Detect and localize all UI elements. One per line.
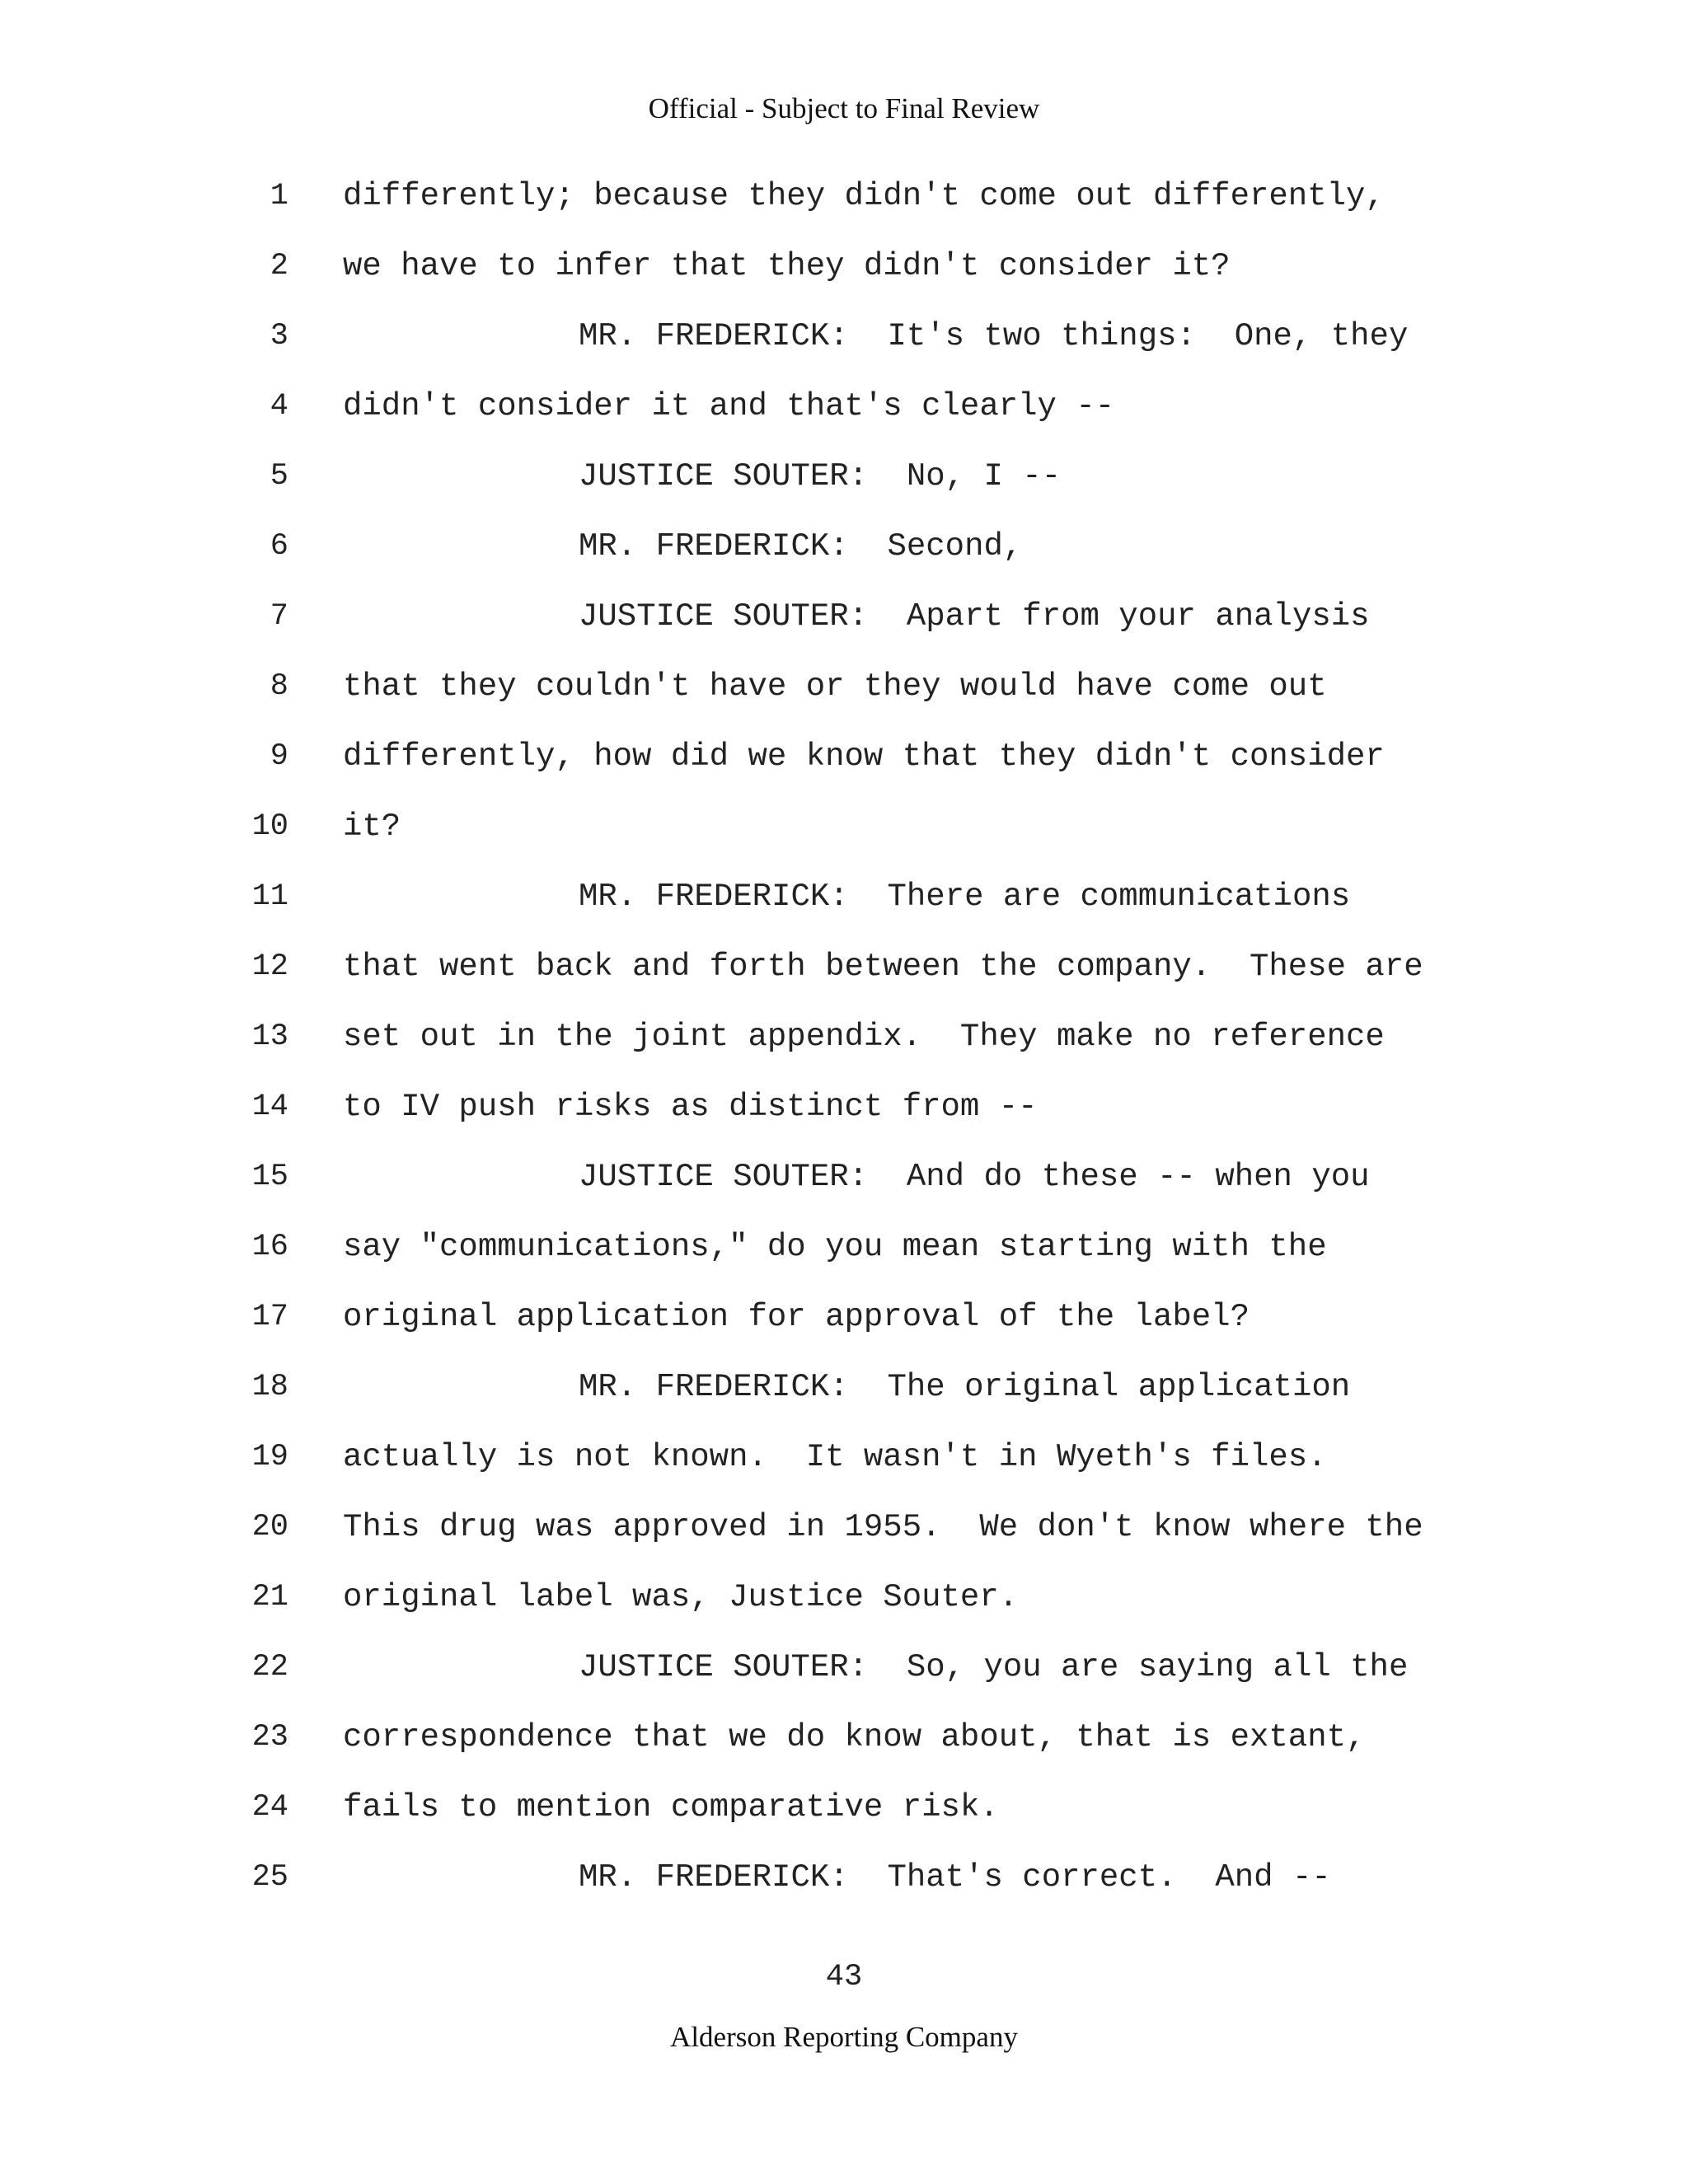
speaker-line-text: MR. FREDERICK: The original application (579, 1369, 1351, 1405)
transcript-line (0, 452, 1688, 501)
line-number: 22 (251, 1650, 288, 1685)
page-header: Official - Subject to Final Review (648, 92, 1040, 124)
line-number: 4 (270, 389, 288, 424)
speaker-line-text: MR. FREDERICK: Second, (579, 528, 1023, 565)
transcript-line (0, 1012, 1688, 1062)
line-number: 25 (251, 1860, 288, 1895)
line-text: fails to mention comparative risk. (343, 1789, 999, 1825)
line-text: original label was, Justice Souter. (343, 1579, 1019, 1615)
line-number: 15 (251, 1160, 288, 1194)
transcript-line (0, 1713, 1688, 1762)
transcript-line (0, 1643, 1688, 1692)
page-footer: Alderson Reporting Company (670, 2021, 1018, 2053)
line-number: 19 (251, 1440, 288, 1474)
line-number: 23 (251, 1720, 288, 1755)
transcript-line (0, 592, 1688, 641)
transcript-line (0, 1152, 1688, 1202)
transcript-line (0, 312, 1688, 361)
speaker-line-text: JUSTICE SOUTER: Apart from your analysis (579, 598, 1370, 635)
line-number: 7 (270, 599, 288, 634)
line-text: to IV push risks as distinct from -- (343, 1089, 1038, 1125)
transcript-line (0, 1432, 1688, 1482)
line-number: 3 (270, 319, 288, 354)
line-number: 13 (251, 1019, 288, 1054)
line-number: 8 (270, 669, 288, 704)
page-number: 43 (825, 1960, 863, 1994)
line-number: 18 (251, 1370, 288, 1404)
line-number: 5 (270, 459, 288, 494)
line-text: we have to infer that they didn't consider it? (343, 248, 1231, 284)
transcript-line (0, 241, 1688, 291)
line-text: differently, how did we know that they didn't consider (343, 738, 1385, 775)
speaker-line-text: JUSTICE SOUTER: And do these -- when you (579, 1159, 1370, 1195)
line-number: 20 (251, 1510, 288, 1544)
line-text: it? (343, 808, 401, 845)
line-number: 21 (251, 1580, 288, 1615)
transcript-line (0, 1222, 1688, 1272)
line-text: actually is not known. It wasn't in Wyeth's files. (343, 1439, 1327, 1475)
line-text: didn't consider it and that's clearly -- (343, 388, 1115, 424)
speaker-line-text: MR. FREDERICK: It's two things: One, they (579, 318, 1409, 354)
line-number: 9 (270, 739, 288, 774)
line-text: original application for approval of the label? (343, 1299, 1250, 1335)
transcript-line (0, 1502, 1688, 1552)
line-number: 1 (270, 179, 288, 213)
transcript-line (0, 732, 1688, 781)
transcript-line (0, 872, 1688, 921)
transcript-line (0, 802, 1688, 851)
speaker-line-text: JUSTICE SOUTER: No, I -- (579, 458, 1062, 494)
line-text: that went back and forth between the company. These are (343, 949, 1423, 985)
line-text: say "communications," do you mean starting with the (343, 1229, 1327, 1265)
speaker-line-text: MR. FREDERICK: There are communications (579, 879, 1351, 915)
line-text: set out in the joint appendix. They make no reference (343, 1019, 1385, 1055)
transcript-line (0, 662, 1688, 711)
line-number: 6 (270, 529, 288, 564)
line-number: 12 (251, 949, 288, 984)
transcript-line (0, 1292, 1688, 1342)
transcript-line (0, 1572, 1688, 1622)
line-text: that they couldn't have or they would have come out (343, 668, 1327, 705)
transcript-line (0, 1853, 1688, 1902)
line-number: 11 (251, 879, 288, 914)
transcript-line (0, 1362, 1688, 1412)
transcript-line (0, 1783, 1688, 1832)
line-number: 17 (251, 1300, 288, 1334)
line-number: 24 (251, 1790, 288, 1825)
line-text: correspondence that we do know about, that is extant, (343, 1719, 1366, 1755)
transcript-line (0, 942, 1688, 991)
speaker-line-text: MR. FREDERICK: That's correct. And -- (579, 1859, 1331, 1896)
transcript-line (0, 171, 1688, 221)
transcript-line (0, 522, 1688, 571)
transcript-line (0, 382, 1688, 431)
line-number: 14 (251, 1090, 288, 1124)
line-text: This drug was approved in 1955. We don't know where the (343, 1509, 1423, 1545)
speaker-line-text: JUSTICE SOUTER: So, you are saying all the (579, 1649, 1409, 1685)
line-text: differently; because they didn't come out differently, (343, 178, 1385, 214)
line-number: 2 (270, 249, 288, 284)
line-number: 16 (251, 1230, 288, 1264)
line-number: 10 (251, 809, 288, 844)
transcript-line (0, 1082, 1688, 1132)
